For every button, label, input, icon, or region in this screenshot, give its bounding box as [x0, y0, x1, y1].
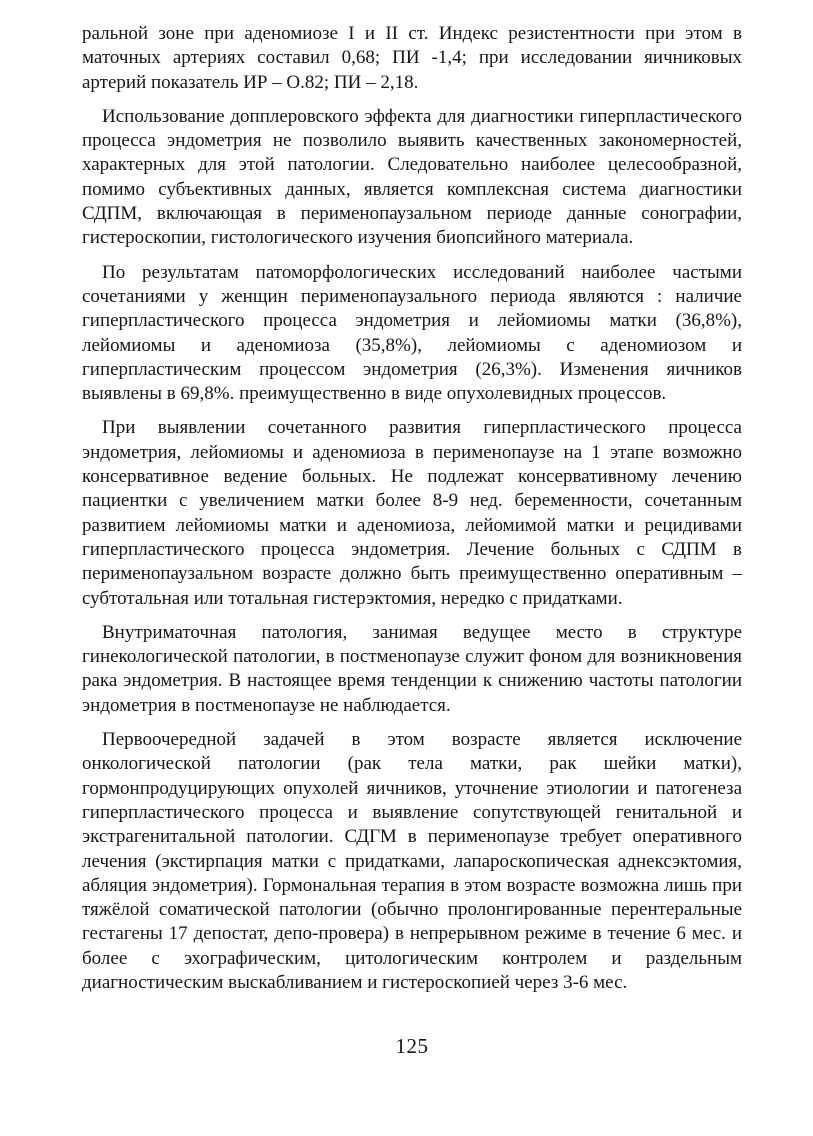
paragraph-primary-task: Первоочередной задачей в этом возрасте является исключение онкологической патологии (рак тела матки, рак шейки матки), гормонпродуцирующих опухолей яичников, уточнение этиологии и патогенеза гиперпластического процесса и выявление сопутствующей генитальной и экстрагенитальной патологии. СДГМ в перименопаузе требует оперативного лечения (экстирпация матки с придатками, лапароскопическая аднексэктомия, абляция эндометрия). Гормональная терапия в этом возрасте возможна лишь при тяжёлой соматической патологии (обычно пролонгированные перентеральные гестагены 17 депостат, депо-провера) в непрерывном режиме в течение 6 мес. и более с эхографическим, цитологическим контролем и раздельным диагностическим выскабливанием и гистероскопией через 3-6 мес. — [82, 729, 742, 993]
paragraph-treatment-perimenopause: При выявлении сочетанного развития гиперпластического процесса эндометрия, лейомиомы и аденомиоза в перименопаузе на 1 этапе возможно консервативное ведение больных. Не подлежат консервативному лечению пациентки с увеличением матки более 8-9 нед. беременности, сочетанным развитием лейомиомы матки и аденомиоза, лейомимой матки и рецидивами гиперпластического процесса эндометрия. Лечение больных с СДПМ в перименопаузальном возрасте должно быть преимущественно оперативным – субтотальная или тотальная гистерэктомия, нередко с придатками. — [82, 417, 742, 609]
paragraph-doppler: Использование допплеровского эффекта для диагностики гиперпластического процесса эндометрия не позволило выявить качественных закономерностей, характерных для этой патологии. Следовательно наиболее целесообразной, помимо субъективных данных, является комплексная система диагностики СДПМ, включающая в перименопаузальном периоде данные сонографии, гистероскопии, гистологического изучения биопсийного материала. — [82, 105, 742, 249]
page-number: 125 — [395, 1034, 429, 1058]
paragraph-continuation: ральной зоне при аденомиозе I и II ст. Индекс резистентности при этом в маточных артериях составил 0,68; ПИ -1,4; при исследовании яичниковых артерий показатель ИР – О.82; ПИ – 2,18. — [82, 23, 742, 93]
document-page — [82, 22, 742, 1102]
paragraph-intrauterine-pathology: Внутриматочная патология, занимая ведущее место в структуре гинекологической патологии, в постменопаузе служит фоном для возникновения рака эндометрия. В настоящее время тенденции к снижению частоты патологии эндометрия в постменопаузе не наблюдается. — [82, 621, 742, 716]
paragraph-pathomorphology: По результатам патоморфологических исследований наиболее частыми сочетаниями у женщин перименопаузального периода являются : наличие гиперпластического процесса эндометрия и лейомиомы матки (36,8%), лейомиомы и аденомиоза (35,8%), лейомиомы с аденомиозом и гиперпластическим процессом эндометрия (26,3%). Изменения яичников выявлены в 69,8%. преимущественно в виде опухолевидных процессов. — [82, 261, 742, 405]
